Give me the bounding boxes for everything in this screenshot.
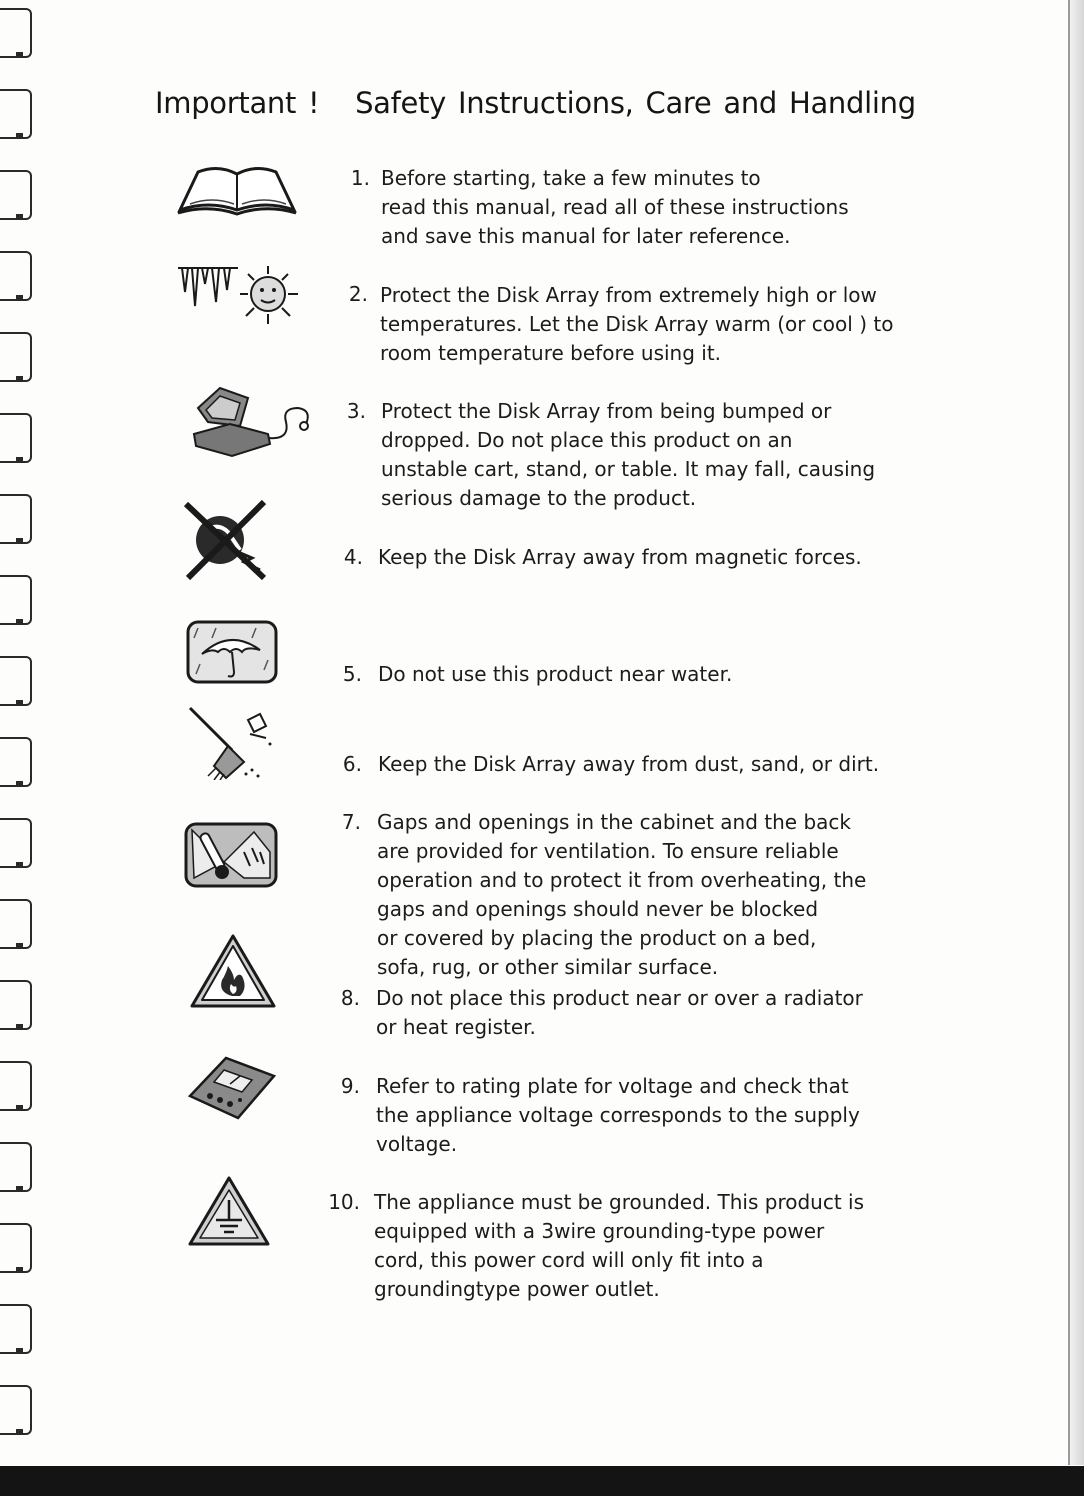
binding-hole [16,1267,23,1271]
binding-hole [16,214,23,218]
binding-ring [0,251,32,301]
binding-ring [0,413,32,463]
broom-dust-icon [186,704,278,780]
binding-ring [0,737,32,787]
binding-hole [16,700,23,704]
binding-hole [16,376,23,380]
instruction-text: Keep the Disk Array away from magnetic forces. [378,545,862,569]
instruction-text: Refer to rating plate for voltage and check that the appliance voltage corresponds to the supply voltage. [376,1074,860,1156]
binding-ring [0,1142,32,1192]
scan-shadow [0,1466,1084,1496]
binding-ring [0,1385,32,1435]
instruction-number: 1. [350,166,370,190]
binding-ring [0,575,32,625]
instruction-number: 3. [346,399,366,423]
instruction-number: 8. [340,986,360,1010]
instruction-number: 2. [348,282,368,306]
binding-hole [16,1186,23,1190]
binding-hole [16,1429,23,1433]
instruction-text: Protect the Disk Array from being bumped or dropped. Do not place this product on an unstable cart, stand, or table. It may fall, causing serious damage to the product. [381,399,876,510]
binding-hole [16,52,23,56]
instruction-text: Gaps and openings in the cabinet and the back are provided for ventilation. To ensure reliable operation and to protect it from overheating, the gaps and openings should never be blocked or covered by placing the product on a bed, sofa, rug, or other similar surface. [377,810,867,979]
voltmeter-icon [186,1052,278,1122]
binding-hole [16,862,23,866]
umbrella-rain-icon [186,620,278,684]
instruction-text: Do not place this product near or over a radiator or heat register. [376,986,863,1039]
instruction-number: 5. [342,662,362,686]
instruction-number: 10. [328,1190,360,1214]
binding-hole [16,295,23,299]
binding-ring [0,656,32,706]
binding-ring [0,8,32,58]
binding-ring [0,818,32,868]
binding-hole [16,781,23,785]
dropped-computer-icon [190,378,314,458]
binding-ring [0,494,32,544]
instruction-number: 6. [342,752,362,776]
binding-ring [0,899,32,949]
binding-ring [0,332,32,382]
binding-hole [16,457,23,461]
no-magnet-icon [180,498,272,582]
fire-warning-icon [188,932,278,1010]
binding-hole [16,1105,23,1109]
instruction-text: Do not use this product near water. [378,662,733,686]
instruction-text: Protect the Disk Array from extremely high or low temperatures. Let the Disk Array warm (or cool ) to room temperature before using it. [380,283,894,365]
binding-hole [16,619,23,623]
ice-and-sun-icon [176,262,302,332]
page-edge [1070,0,1084,1465]
spiral-binding [0,0,42,1465]
binding-hole [16,1348,23,1352]
instruction-number: 4. [343,545,363,569]
binding-ring [0,89,32,139]
instruction-text: Before starting, take a few minutes to read this manual, read all of these instructions and save this manual for later reference. [381,166,849,248]
binding-hole [16,538,23,542]
binding-ring [0,980,32,1030]
instruction-text: Keep the Disk Array away from dust, sand, or dirt. [378,752,880,776]
page-edge-line [1068,0,1070,1465]
binding-ring [0,1304,32,1354]
binding-hole [16,943,23,947]
binding-ring [0,170,32,220]
binding-ring [0,1061,32,1111]
instruction-number: 9. [340,1074,360,1098]
page-title: Important ! Safety Instructions, Care and Handling [155,86,916,120]
instruction-number: 7. [341,810,361,834]
binding-hole [16,133,23,137]
binding-ring [0,1223,32,1273]
thermometer-heat-icon [184,822,278,888]
open-book-icon [176,164,298,216]
ground-warning-icon [186,1174,272,1248]
instruction-text: The appliance must be grounded. This product is equipped with a 3wire grounding-type power cord, this power cord will only fit into a groundingtype power outlet. [374,1190,864,1301]
binding-hole [16,1024,23,1028]
